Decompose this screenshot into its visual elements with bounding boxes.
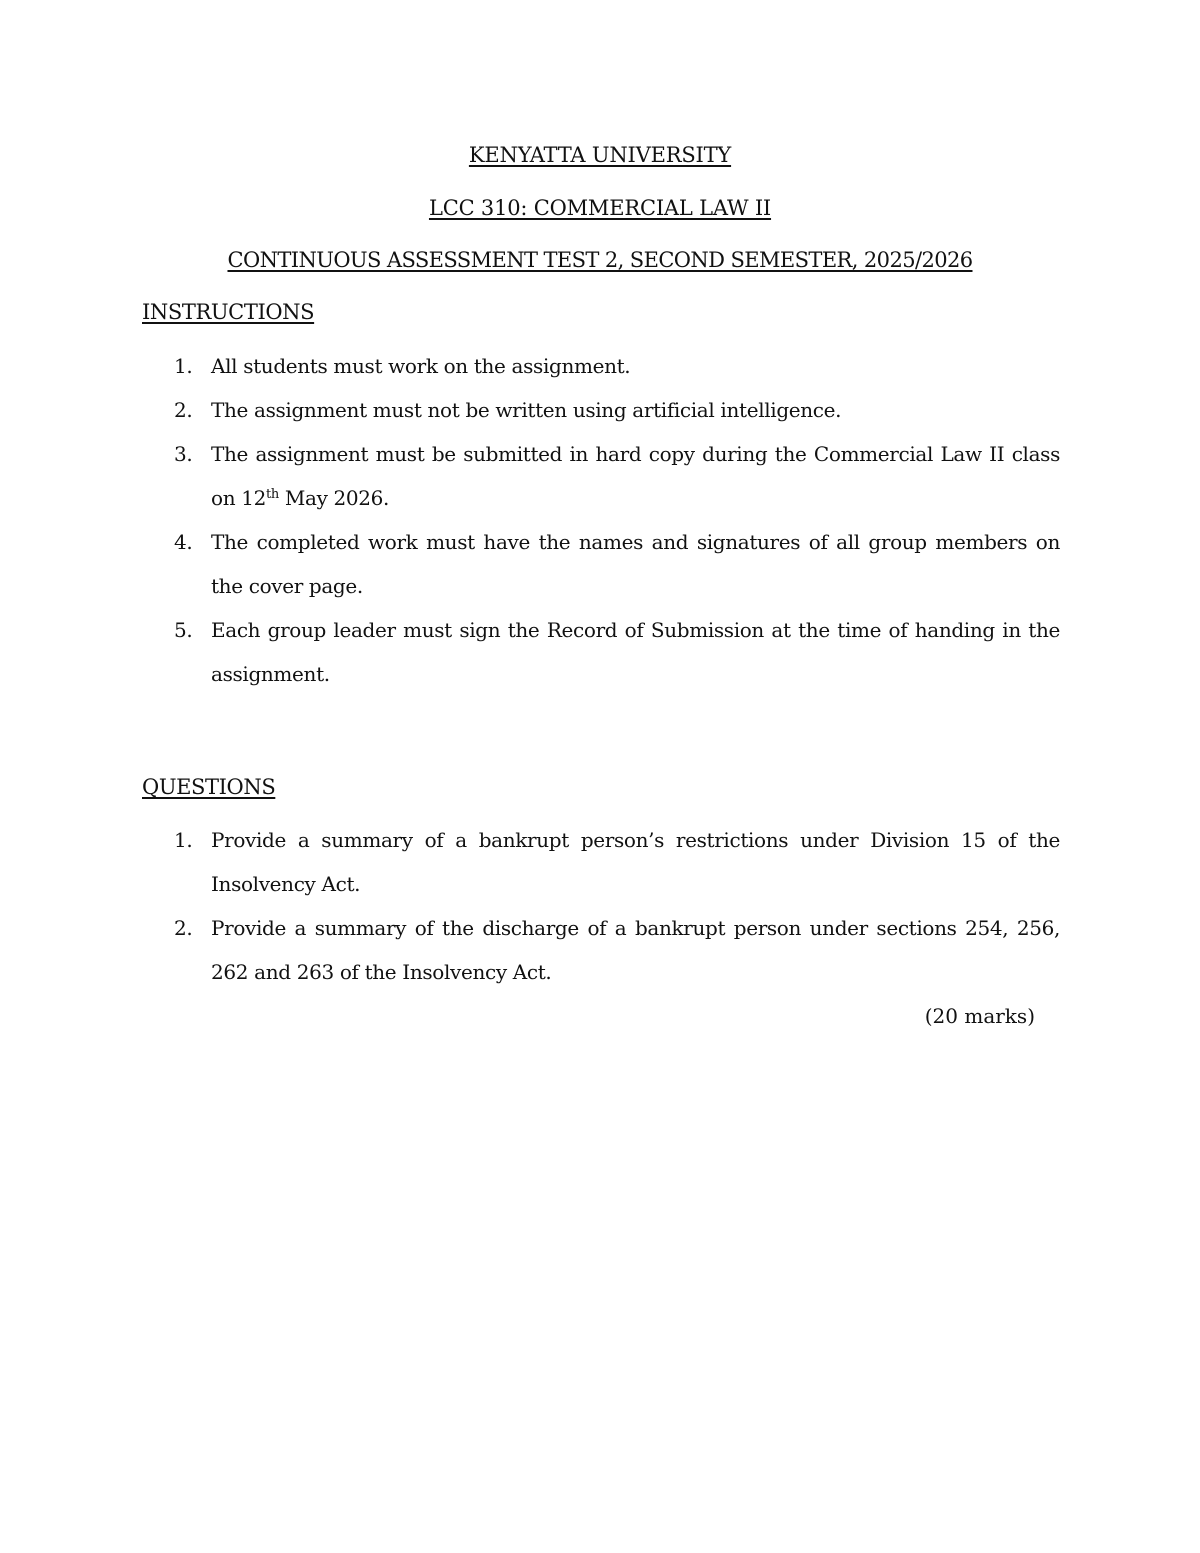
- assessment-title: CONTINUOUS ASSESSMENT TEST 2, SECOND SEMESTER, 2025/2026: [227, 248, 973, 272]
- instruction-text: The completed work must have the names and signatures of all group members on the cover page.: [211, 530, 1060, 598]
- question-text: Provide a summary of the discharge of a bankrupt person under sections 254, 256, 262 and 263 of the Insolvency Act.: [211, 916, 1060, 984]
- questions-title: QUESTIONS: [142, 775, 276, 799]
- question-text: Provide a summary of a bankrupt person’s restrictions under Division 15 of the Insolvency Act.: [211, 828, 1060, 896]
- instruction-number: 3.: [174, 442, 193, 466]
- instruction-text: All students must work on the assignment.: [211, 354, 631, 378]
- instructions-list: [142, 344, 1060, 696]
- instruction-text: The assignment must not be written using artificial intelligence.: [211, 398, 842, 422]
- instruction-text-after: May 2026.: [278, 486, 390, 510]
- instruction-number: 1.: [174, 354, 193, 378]
- marks-allocation: (20 marks): [924, 1004, 1035, 1028]
- instruction-text: Each group leader must sign the Record of Submission at the time of handing in the assignment.: [211, 618, 1060, 686]
- question-item-2: [142, 906, 1060, 994]
- question-number: 2.: [174, 916, 193, 940]
- instruction-number: 4.: [174, 530, 193, 554]
- instructions-title: INSTRUCTIONS: [142, 300, 315, 324]
- questions-list: [142, 818, 1060, 994]
- instruction-item-4: [142, 520, 1060, 608]
- instruction-text: [211, 442, 1060, 510]
- instruction-item-3: [142, 432, 1060, 520]
- ordinal-suffix: th: [265, 487, 279, 502]
- question-item-1: [142, 818, 1060, 906]
- instruction-number: 5.: [174, 618, 193, 642]
- instruction-item-2: [142, 388, 1060, 432]
- instruction-number: 2.: [174, 398, 193, 422]
- instruction-text-before: The assignment must be submitted in hard copy during the Commercial Law II class on 12: [211, 442, 1060, 510]
- instruction-item-5: [142, 608, 1060, 696]
- instruction-item-1: [142, 344, 1060, 388]
- university-title: KENYATTA UNIVERSITY: [468, 143, 732, 167]
- question-number: 1.: [174, 828, 193, 852]
- course-title: LCC 310: COMMERCIAL LAW II: [428, 196, 772, 220]
